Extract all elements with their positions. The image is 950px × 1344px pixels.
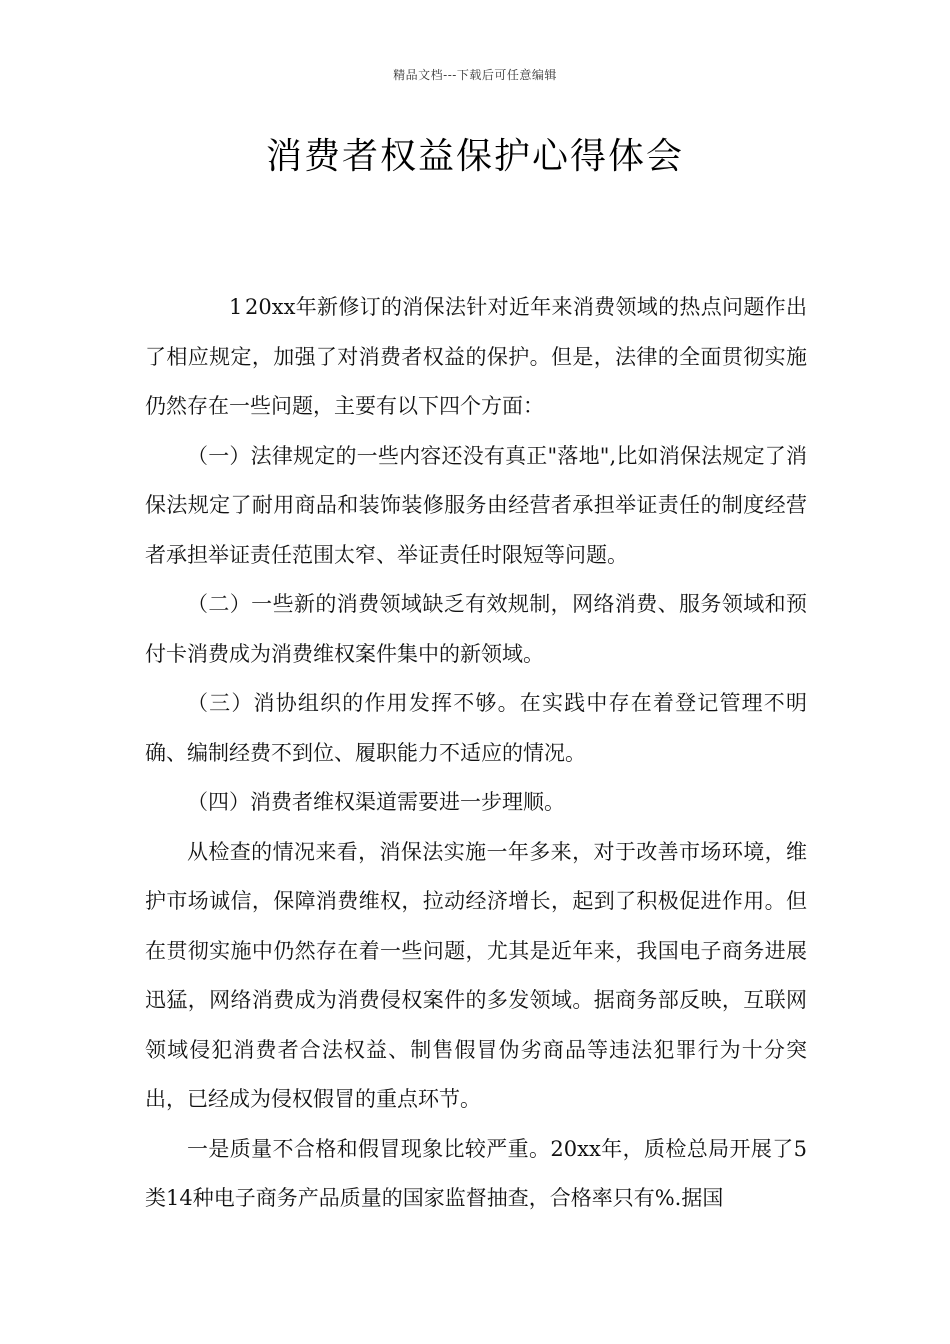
paragraph: 一是质量不合格和假冒现象比较严重。20xx年，质检总局开展了5类14种电子商务产品质量的国家监督抽查，合格率只有%.据国 [145,1136,807,1210]
paragraph [145,283,807,432]
paragraph: 从检查的情况来看，消保法实施一年多来，对于改善市场环境，维护市场诚信，保障消费维权，拉动经济增长，起到了积极促进作用。但在贯彻实施中仍然存在着一些问题，尤其是近年来，我国电子商务进展迅猛，网络消费成为消费侵权案件的多发领域。据商务部反映，互联网领域侵犯消费者合法权益、制售假冒伪劣商品等违法犯罪行为十分突出，已经成为侵权假冒的重点环节。 [145,839,807,1111]
paragraph: （一）法律规定的一些内容还没有真正"落地",比如消保法规定了消保法规定了耐用商品和装饰装修服务由经营者承担举证责任的制度经营者承担举证责任范围太窄、举证责任时限短等问题。 [145,443,807,567]
paragraph: （三）消协组织的作用发挥不够。在实践中存在着登记管理不明确、编制经费不到位、履职能力不适应的情况。 [145,691,807,765]
document-title: 消费者权益保护心得体会 [265,136,684,177]
document-body [145,283,807,1224]
paragraph-number: 1 [229,295,243,319]
paragraph-text: 20xx年新修订的消保法针对近年来消费领域的热点问题作出了相应规定，加强了对消费者权益的保护。但是，法律的全面贯彻实施仍然存在一些问题，主要有以下四个方面： [145,295,807,418]
header-note: 精品文档---下载后可任意编辑 [393,68,557,82]
paragraph: （四）消费者维权渠道需要进一步理顺。 [187,790,565,814]
paragraph: （二）一些新的消费领域缺乏有效规制，网络消费、服务领域和预付卡消费成为消费维权案件集中的新领域。 [145,592,807,666]
